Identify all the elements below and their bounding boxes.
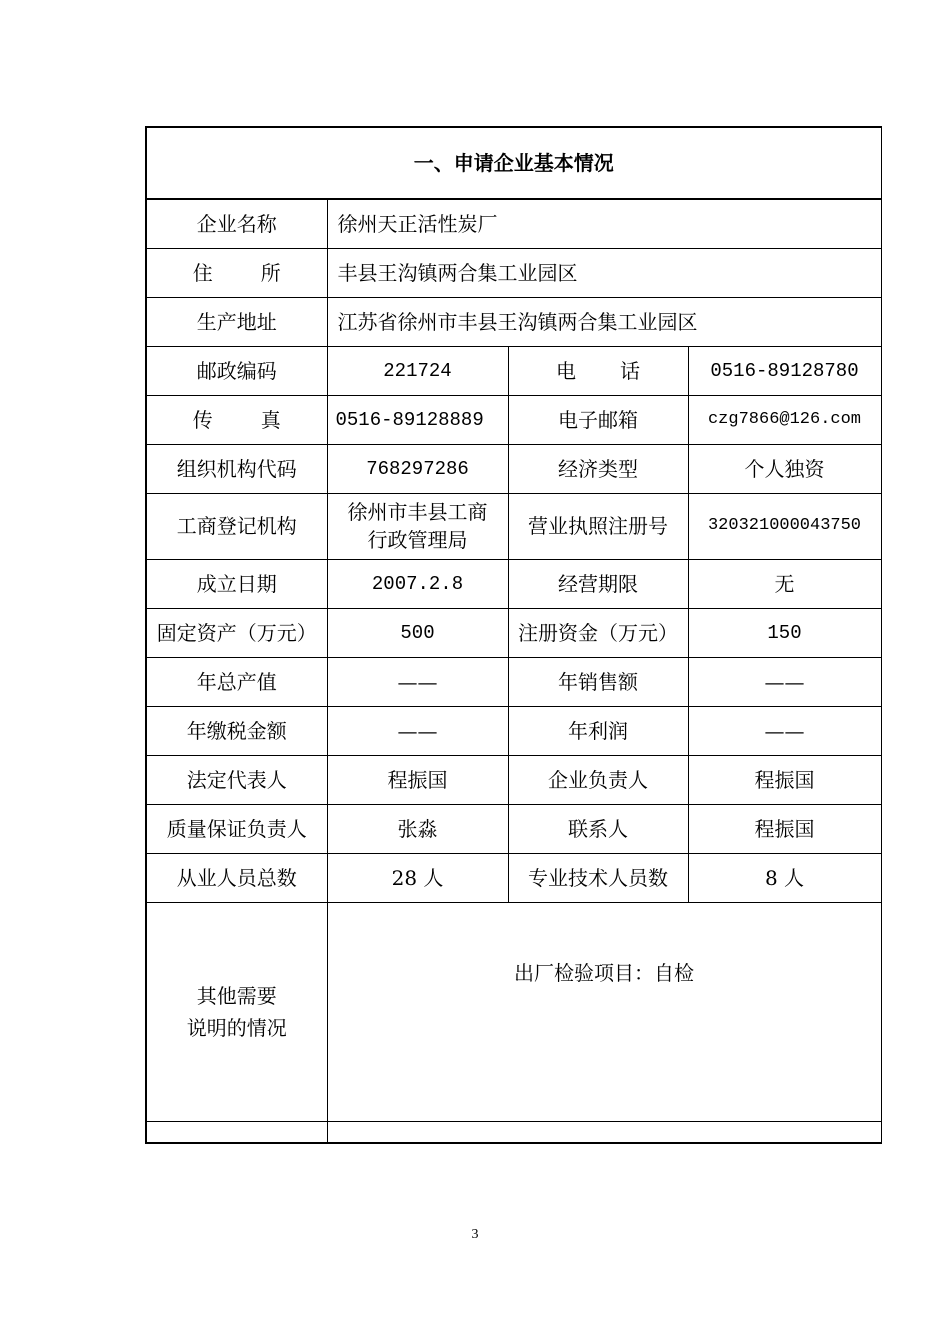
notes-label [146,902,327,1121]
business-term-label: 经营期限 [508,559,688,608]
fax-label-a: 传 [192,407,213,432]
registration-authority-value [327,493,508,559]
registered-capital-label: 注册资金（万元） [508,608,688,657]
enterprise-head-label: 企业负责人 [508,755,688,804]
residence-label-b: 所 [260,260,281,285]
annual-output-label: 年总产值 [146,657,327,706]
fax-label [146,395,327,444]
registered-capital-value: 150 [688,608,881,657]
enterprise-name-value: 徐州天正活性炭厂 [327,199,881,248]
form-title: 一、申请企业基本情况 [146,127,881,199]
established-date-value: 2007.2.8 [327,559,508,608]
blank-cell-left [146,1121,327,1143]
contact-person-value: 程振国 [688,804,881,853]
residence-label-a: 住 [192,260,213,285]
license-number-value: 320321000043750 [688,493,881,559]
phone-value: 0516-89128780 [688,346,881,395]
annual-sales-value: —— [688,657,881,706]
tech-staff-value: 8 人 [688,853,881,902]
notes-label-line2: 说明的情况 [186,1015,287,1040]
enterprise-name-label: 企业名称 [146,199,327,248]
annual-tax-value: —— [327,706,508,755]
enterprise-head-value: 程振国 [688,755,881,804]
email-label: 电子邮箱 [508,395,688,444]
economic-type-value: 个人独资 [688,444,881,493]
email-value: czg7866@126.com [688,395,881,444]
legal-rep-value: 程振国 [327,755,508,804]
registration-authority-line1: 徐州市丰县工商 [347,500,488,524]
postal-code-label: 邮政编码 [146,346,327,395]
tech-staff-label: 专业技术人员数 [508,853,688,902]
registration-authority-line2: 行政管理局 [367,528,468,552]
quality-manager-label: 质量保证负责人 [146,804,327,853]
postal-code-value: 221724 [327,346,508,395]
fax-label-b: 真 [260,407,281,432]
org-code-label: 组织机构代码 [146,444,327,493]
phone-label [508,346,688,395]
org-code-value: 768297286 [327,444,508,493]
notes-label-line1: 其他需要 [196,983,277,1008]
production-address-label: 生产地址 [146,297,327,346]
page-number: 3 [471,1227,479,1242]
phone-label-b: 话 [620,358,640,383]
blank-cell-right [327,1121,881,1143]
fax-value: 0516-89128889 [327,395,508,444]
quality-manager-value: 张淼 [327,804,508,853]
fixed-assets-label: 固定资产（万元） [146,608,327,657]
total-staff-value: 28 人 [327,853,508,902]
legal-rep-label: 法定代表人 [146,755,327,804]
annual-profit-label: 年利润 [508,706,688,755]
annual-tax-label: 年缴税金额 [146,706,327,755]
production-address-value: 江苏省徐州市丰县王沟镇两合集工业园区 [327,297,881,346]
registration-authority-label: 工商登记机构 [146,493,327,559]
annual-sales-label: 年销售额 [508,657,688,706]
enterprise-info-table [145,126,882,1144]
annual-output-value: —— [327,657,508,706]
business-term-value: 无 [688,559,881,608]
annual-profit-value: —— [688,706,881,755]
established-date-label: 成立日期 [146,559,327,608]
contact-person-label: 联系人 [508,804,688,853]
fixed-assets-value: 500 [327,608,508,657]
economic-type-label: 经济类型 [508,444,688,493]
phone-label-a: 电 [556,358,576,383]
notes-value: 出厂检验项目：自检 [327,902,881,1121]
total-staff-label: 从业人员总数 [146,853,327,902]
residence-value: 丰县王沟镇两合集工业园区 [327,248,881,297]
residence-label [146,248,327,297]
license-number-label: 营业执照注册号 [508,493,688,559]
